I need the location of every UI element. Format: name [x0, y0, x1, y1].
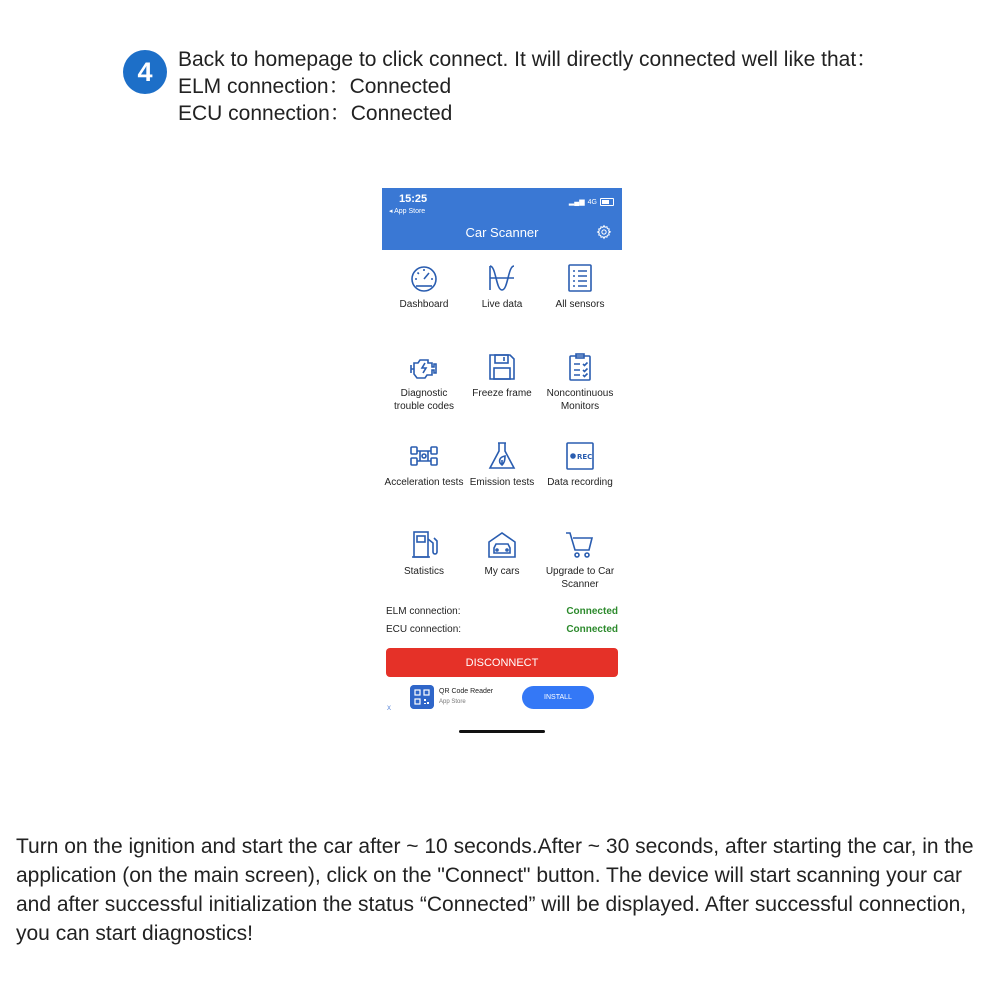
disconnect-button[interactable]: DISCONNECT — [386, 648, 618, 677]
step-line-3: ECU connection：Connected — [178, 102, 453, 125]
qr-code-icon — [410, 685, 434, 709]
ad-subtitle: App Store — [439, 699, 466, 705]
tile-label: Upgrade to Car Scanner — [545, 566, 615, 590]
clipboard-icon — [564, 351, 596, 383]
instructions-paragraph: Turn on the ignition and start the car after ~ 10 seconds.After ~ 30 seconds, after starting the car, in the application (on the main screen), click on the "Connect" button. The device will start scanning your car and after successful initialization the status “Connected” will be displayed. After successful connection, you can start diagnostics! — [16, 835, 974, 945]
flask-leaf-icon — [486, 440, 518, 472]
tile-freeze-frame[interactable] — [462, 351, 542, 400]
waveform-icon — [486, 262, 518, 294]
home-indicator[interactable] — [459, 730, 545, 733]
race-car-icon — [408, 440, 440, 472]
tile-all-sensors[interactable] — [540, 262, 620, 311]
tile-label: Acceleration tests — [384, 477, 464, 488]
tile-data-recording[interactable] — [540, 440, 620, 489]
elm-connection-status: Connected — [566, 606, 618, 617]
step-line-2: ELM connection：Connected — [178, 75, 452, 98]
install-button[interactable]: INSTALL — [522, 686, 594, 709]
signal-icon: ▂▄▆ — [568, 199, 585, 206]
tile-upgrade[interactable] — [540, 529, 620, 591]
step-instructions — [178, 46, 877, 127]
tile-noncontinuous-monitors[interactable] — [540, 351, 620, 413]
ecu-connection-status: Connected — [566, 624, 618, 635]
garage-icon — [486, 529, 518, 561]
status-time: 15:25 — [399, 193, 428, 205]
tile-statistics[interactable] — [384, 529, 464, 578]
svg-text:REC: REC — [577, 453, 593, 461]
tile-label: Dashboard — [399, 299, 449, 310]
ecu-connection-label: ECU connection: — [386, 624, 462, 635]
fuel-pump-icon — [408, 529, 440, 561]
app-header — [382, 188, 622, 250]
ad-title: QR Code Reader — [439, 688, 494, 695]
tile-label: All sensors — [555, 299, 605, 310]
tile-live-data[interactable] — [462, 262, 542, 311]
cart-icon — [564, 529, 596, 561]
engine-icon — [408, 351, 440, 383]
floppy-disk-icon — [486, 351, 518, 383]
tile-dashboard[interactable] — [384, 262, 464, 311]
step-number-badge: 4 — [123, 50, 167, 94]
ad-close-icon[interactable]: X — [387, 706, 392, 712]
back-to-app-store-link[interactable]: ◂ App Store — [389, 208, 426, 215]
status-indicators — [569, 198, 614, 206]
tile-acceleration-tests[interactable] — [384, 440, 464, 489]
tile-label: Freeze frame — [472, 388, 532, 399]
gear-icon[interactable] — [596, 224, 612, 240]
app-title: Car Scanner — [465, 225, 539, 240]
tile-label: Noncontinuous Monitors — [546, 388, 614, 412]
battery-icon — [600, 198, 614, 206]
list-icon — [564, 262, 596, 294]
tile-label: Emission tests — [469, 477, 535, 488]
tile-label: My cars — [484, 566, 520, 577]
tile-diagnostic-trouble-codes[interactable] — [384, 351, 464, 413]
tile-label: Live data — [481, 299, 523, 310]
elm-connection-label: ELM connection: — [386, 606, 461, 617]
tile-label: Diagnostic trouble codes — [393, 388, 455, 412]
tile-label: Statistics — [403, 566, 444, 577]
tile-label: Data recording — [547, 477, 613, 488]
rec-icon — [564, 440, 596, 472]
network-type: 4G — [587, 198, 597, 206]
phone-screenshot — [382, 188, 622, 748]
tile-emission-tests[interactable] — [462, 440, 542, 489]
step-line-1: Back to homepage to click connect. It will directly connected well like that： — [178, 48, 878, 71]
speedometer-icon — [408, 262, 440, 294]
tile-my-cars[interactable] — [462, 529, 542, 578]
